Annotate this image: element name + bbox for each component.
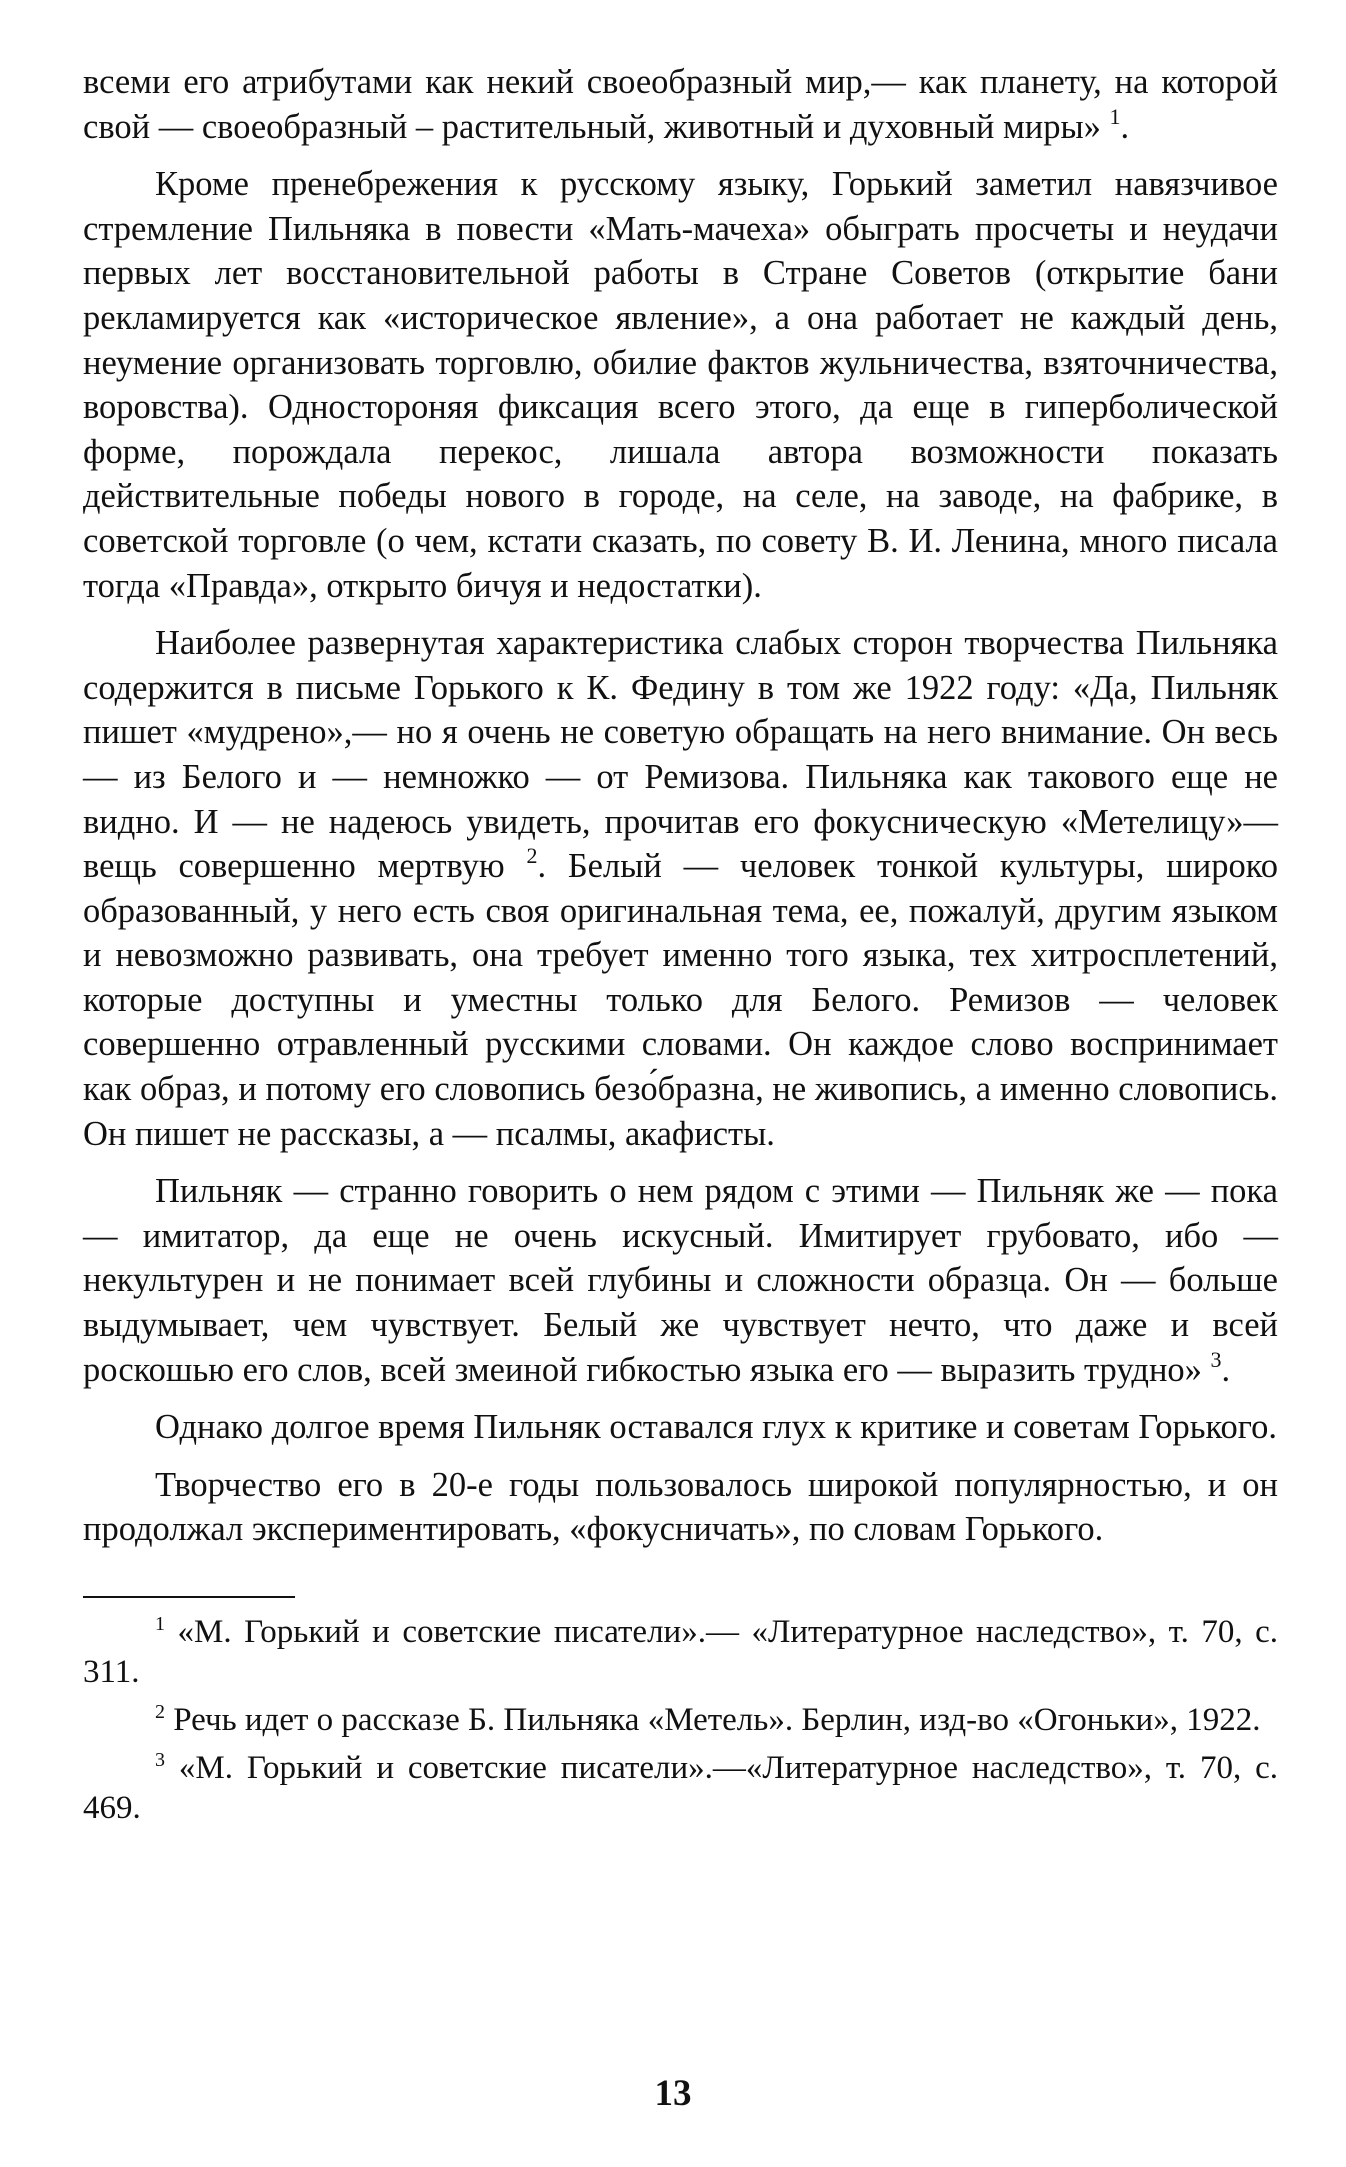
footnote-divider — [83, 1596, 295, 1598]
paragraph-3 — [83, 621, 1278, 1156]
footnote-ref-1: 1 — [1109, 103, 1121, 129]
paragraph-4 — [83, 1169, 1278, 1392]
paragraph-4-tail: . — [1221, 1350, 1231, 1389]
footnote-ref-3: 3 — [1210, 1346, 1222, 1372]
footnote-2 — [83, 1700, 1278, 1740]
paragraph-3-tail: . Белый — человек тонкой культуры, широко образованный, у него есть своя оригинальная тема, ее, пожалуй, другим языком и невозможно развивать, она требует именно того языка, тех хитросплетений, которые доступны и уместны только для Белого. Ремизов — человек совершенно отравленный русскими словами. Он каждое слово воспринимает как образ, и потому его словопись безо́бразна, не живопись, а именно словопись. Он пишет не рассказы, а — псалмы, акафисты. — [83, 847, 1278, 1153]
paragraph-6-text: Творчество его в 20-е годы пользовалось широкой популярностью, и он продолжал экспериментировать, «фокусничать», по словам Горького. — [83, 1465, 1278, 1549]
paragraph-2-text: Кроме пренебрежения к русскому языку, Горький заметил навязчивое стремление Пильняка в повести «Мать-мачеха» обыграть просчеты и неудачи первых лет восстановительной работы в Стране Советов (открытие бани рекламируется как «историческое явление», а она работает не каждый день, неумение организовать торговлю, обилие фактов жульничества, взяточничества, воровства). Одностороняя фиксация всего этого, да еще в гиперболической форме, порождала перекос, лишала автора возможности показать действительные победы нового в городе, на селе, на заводе, на фабрике, в советской торговле (о чем, кстати сказать, по совету В. И. Ленина, много писала тогда «Правда», открыто бичуя и недостатки). — [83, 165, 1278, 605]
footnote-3 — [83, 1748, 1278, 1828]
paragraph-1 — [83, 60, 1278, 149]
footnote-ref-2: 2 — [526, 843, 538, 869]
paragraph-4-text: Пильняк — странно говорить о нем рядом с этими — Пильняк же — пока — имитатор, да еще не очень искусный. Имитирует грубовато, ибо — некультурен и не понимает всей глубины и сложности образца. Он — больше выдумывает, чем чувствует. Белый же чувствует нечто, что даже и всей роскошью его слов, всей змеиной гибкостью языка его — выразить трудно» — [83, 1172, 1278, 1389]
footnote-3-mark: 3 — [155, 1749, 165, 1771]
page-body — [83, 60, 1278, 1836]
footnote-3-text: «М. Горький и советские писатели».—«Литературное наследство», т. 70, с. 469. — [83, 1750, 1278, 1826]
paragraph-1-text: всеми его атрибутами как некий своеобразный мир,— как планету, на которой свой — своеобразный – растительный, животный и духовный миры» — [83, 63, 1278, 146]
page-number: 13 — [654, 2073, 692, 2114]
paragraph-2 — [83, 162, 1278, 608]
paragraph-5 — [83, 1405, 1278, 1450]
footnote-2-text: Речь идет о рассказе Б. Пильняка «Метель». Берлин, изд-во «Огоньки», 1922. — [165, 1702, 1261, 1738]
footnote-1 — [83, 1612, 1278, 1692]
footnote-2-mark: 2 — [155, 1701, 165, 1723]
paragraph-1-tail: . — [1120, 107, 1130, 146]
paragraph-3-text: Наиболее развернутая характеристика слабых сторон творчества Пильняка содержится в письме Горького к К. Федину в том же 1922 году: «Да, Пильняк пишет «мудрено»,— но я очень не советую обращать на него внимание. Он весь — из Белого и — немножко — от Ремизова. Пильняка как такового еще не видно. И — не надеюсь увидеть, прочитав его фокусническую «Метелицу»— вещь совершенно мертвую — [83, 624, 1278, 886]
footnote-1-mark: 1 — [155, 1613, 165, 1635]
footnote-1-text: «М. Горький и советские писатели».— «Литературное наследство», т. 70, с. 311. — [83, 1614, 1278, 1690]
paragraph-5-text: Однако долгое время Пильняк оставался глух к критике и советам Горького. — [155, 1408, 1277, 1447]
paragraph-6 — [83, 1463, 1278, 1552]
